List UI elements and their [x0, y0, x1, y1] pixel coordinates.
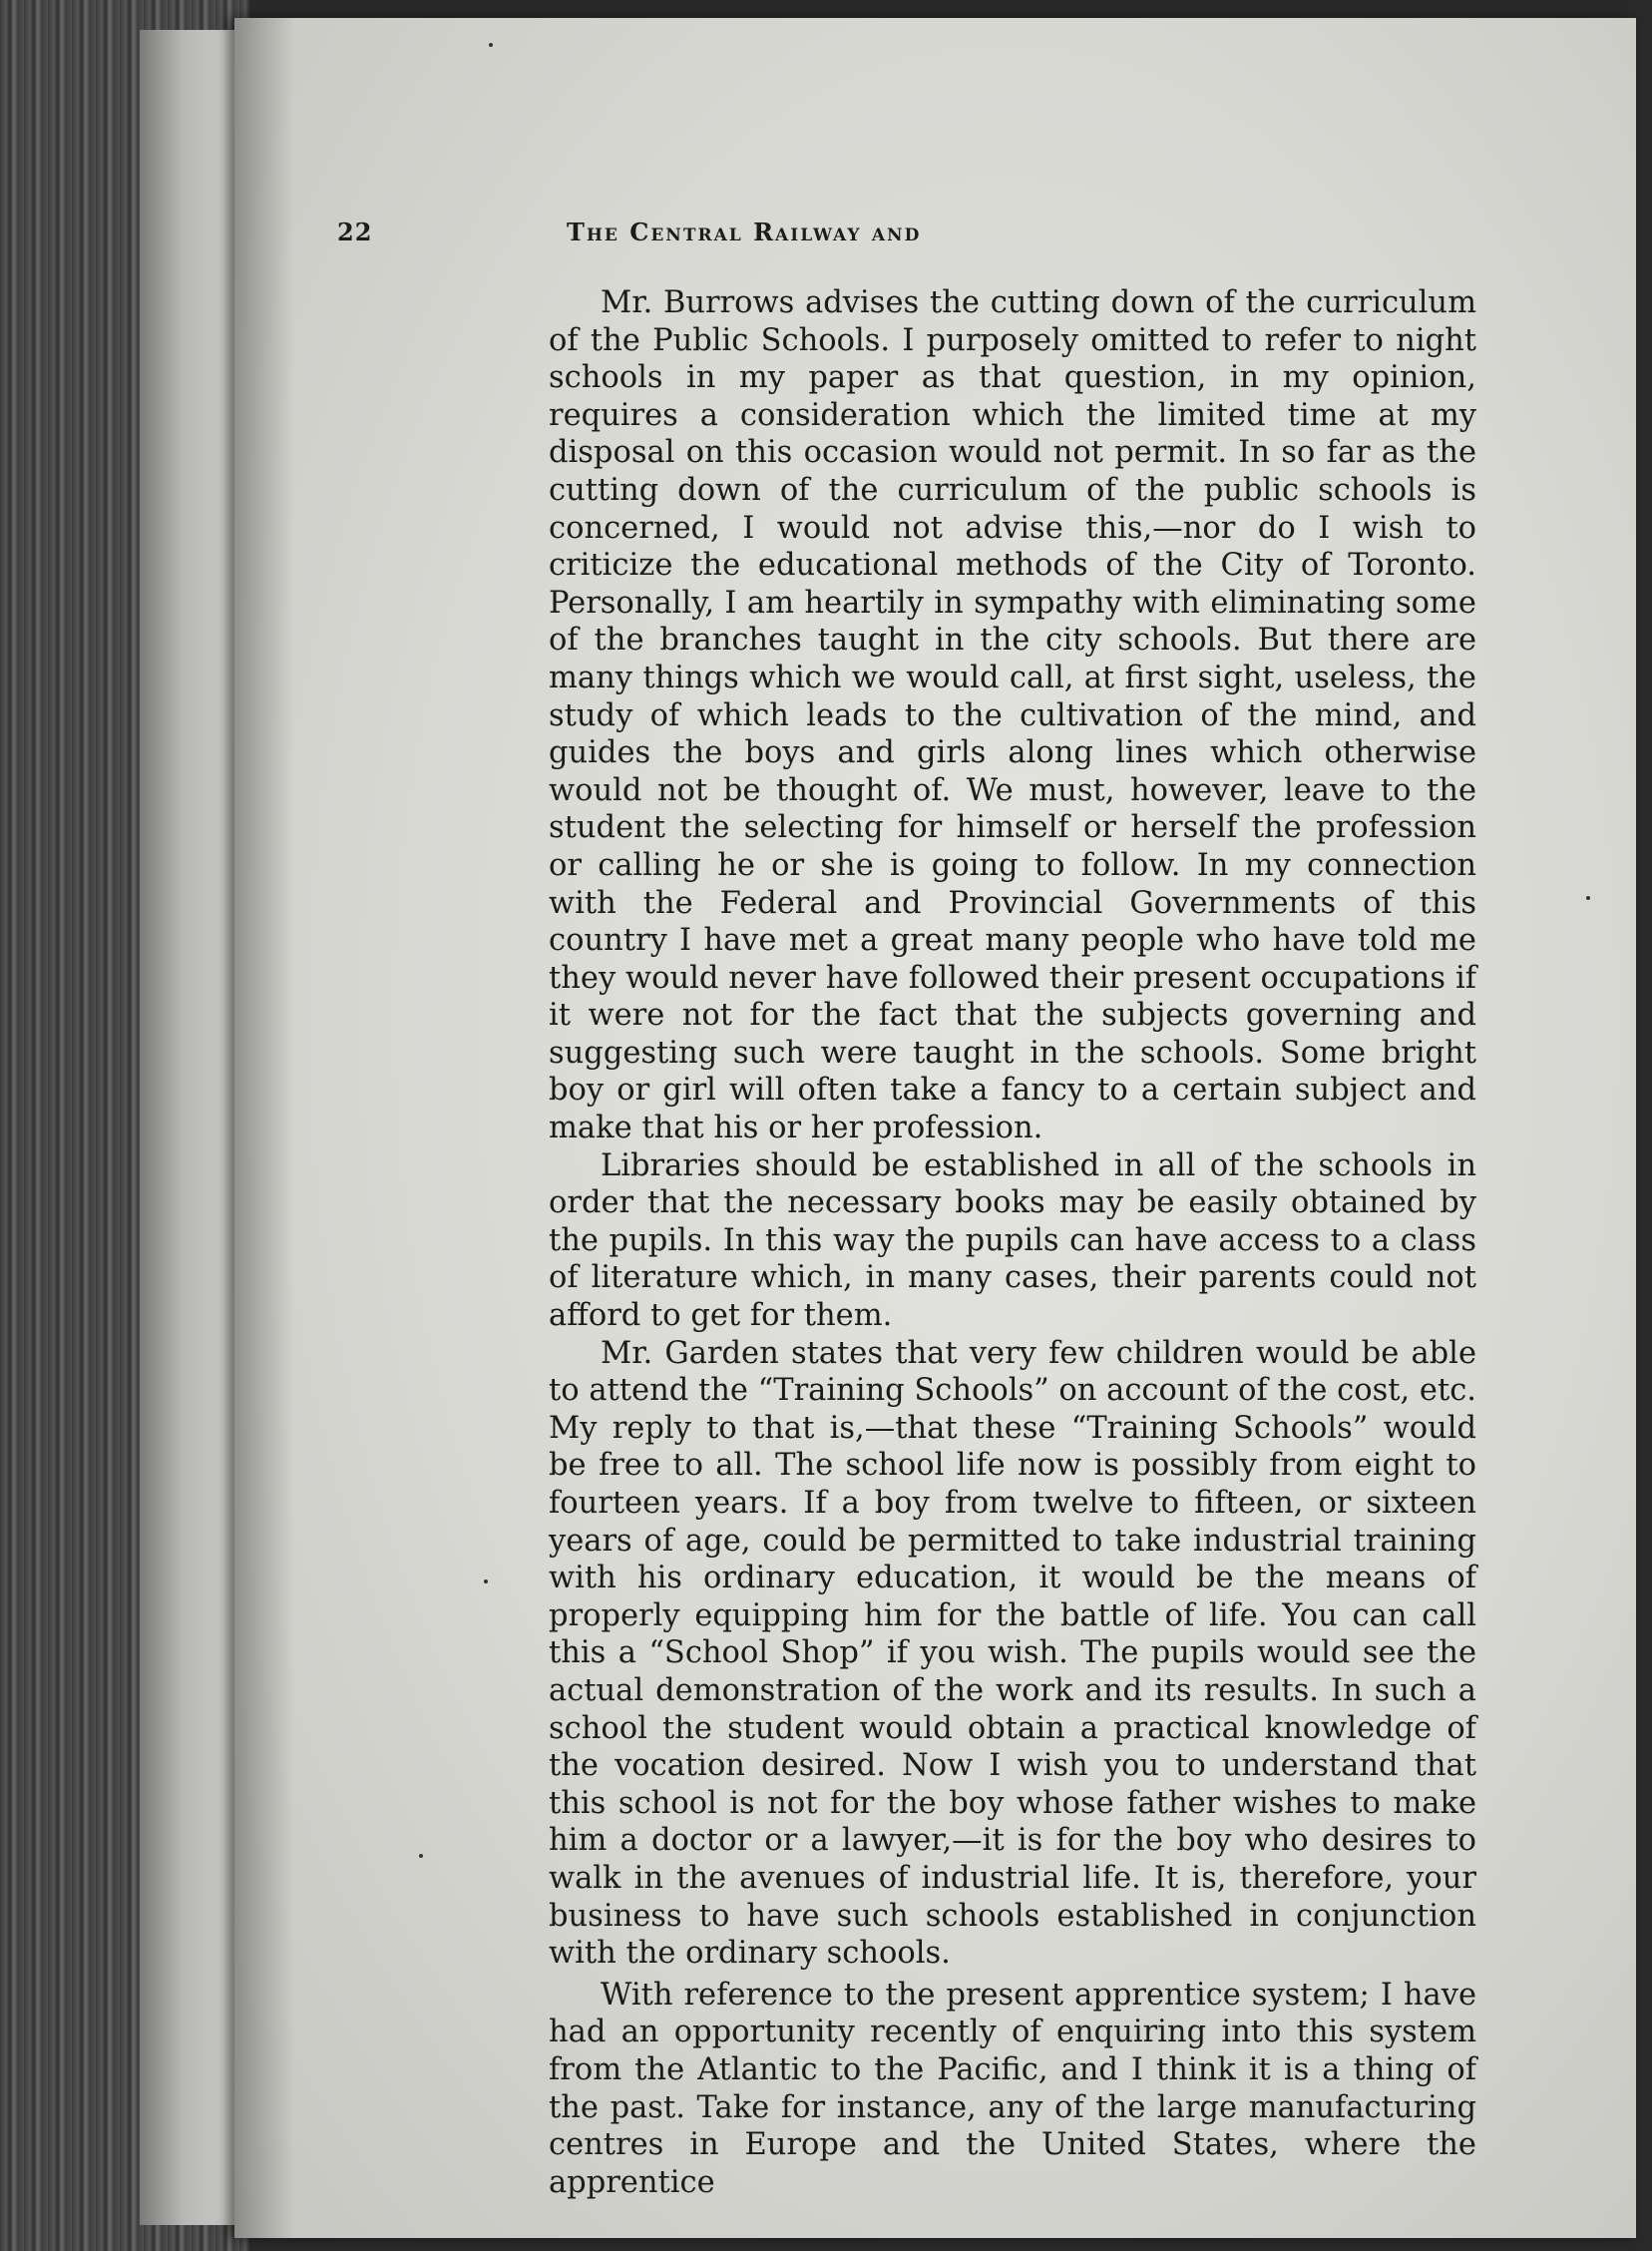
paragraph: Libraries should be established in all of the schools in order that the necessary books may be easily obtained by the pupils. In this way the pupils can have access to a class of literature which, in many cases, their parents could not afford to get for them. — [549, 1147, 1476, 1334]
paragraph: With reference to the present apprentice system; I have had an opportunity recently of enquiring into this system from the Atlantic to the Pacific, and I think it is a thing of the past. Take for instance, any of the large manufacturing centres in Europe and the United States, where the apprentice — [549, 1977, 1476, 2200]
gutter-shadow — [234, 18, 294, 2238]
running-title: The Central Railway and — [567, 218, 922, 246]
dust-speck — [489, 43, 493, 47]
paragraph: Mr. Garden states that very few children would be able to attend the “Training Schools” on account of the cost, etc. My reply to that is,—that these “Training Schools” would be free to all. The school life now is possibly from eight to fourteen years. If a boy from twelve to fifteen, or sixteen years of age, could be permitted to take industrial training with his ordinary education, it would be the means of properly equipping him for the battle of life. You can call this a “School Shop” if you wish. The pupils would see the actual demonstration of the work and its results. In such a school the student would obtain a practical knowledge of the vocation desired. Now I wish you to understand that this school is not for the boy whose father wishes to make him a doctor or a lawyer,—it is for the boy who desires to walk in the avenues of industrial life. It is, therefore, your business to have such schools established in conjunction with the ordinary schools. — [549, 1335, 1476, 1972]
paragraph: Mr. Burrows advises the cutting down of the curriculum of the Public Schools. I purposely omitted to refer to night schools in my paper as that question, in my opinion, requires a consideration which the limited time at my disposal on this occasion would not permit. In so far as the cutting down of the curriculum of the public schools is concerned, I would not advise this,—nor do I wish to criticize the educational methods of the City of Toronto. Personally, I am heartily in sympathy with eliminating some of the branches taught in the city schools. But there are many things which we would call, at first sight, useless, the study of which leads to the cultivation of the mind, and guides the boys and girls along lines which otherwise would not be thought of. We must, however, leave to the student the selecting for himself or herself the profession or calling he or she is going to follow. In my connection with the Federal and Provincial Governments of this country I have met a great many people who have told me they would never have followed their present occupations if it were not for the fact that the subjects governing and suggesting such were taught in the schools. Some bright boy or girl will often take a fancy to a certain subject and make that his or her profession. — [549, 285, 1476, 1146]
book-page-stack — [140, 30, 249, 2225]
page-number: 22 — [337, 218, 373, 246]
dust-speck — [484, 1579, 488, 1583]
body-text — [549, 284, 1476, 2201]
running-head — [337, 218, 1235, 257]
dust-speck — [1586, 896, 1590, 900]
dust-speck — [419, 1854, 423, 1858]
